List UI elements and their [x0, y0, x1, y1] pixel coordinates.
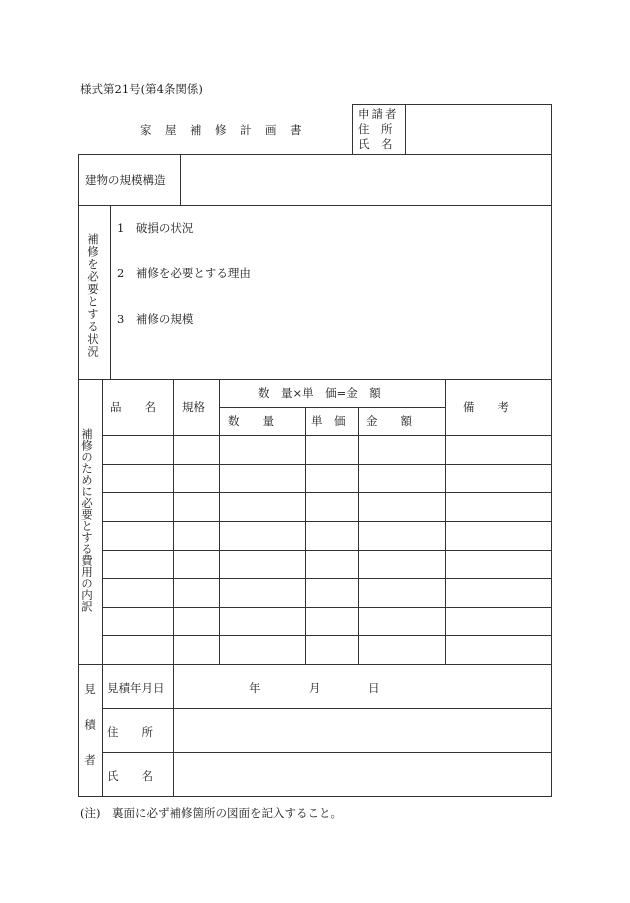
estimator-address-input[interactable] [174, 709, 551, 752]
cost-cell-unit-price[interactable] [306, 493, 358, 521]
cost-cell-amount[interactable] [359, 465, 445, 492]
cost-cell-remarks[interactable] [446, 636, 552, 664]
estimate-date-label: 見積年月日 [107, 681, 165, 695]
cost-cell-unit-price[interactable] [306, 436, 358, 464]
cost-cell-spec[interactable] [174, 436, 219, 464]
estimate-month: 月 [309, 681, 321, 695]
structure-label: 建物の規模構造 [85, 173, 166, 187]
cost-cell-item-name[interactable] [103, 436, 173, 464]
cost-cell-amount[interactable] [359, 579, 445, 607]
situation-input[interactable] [111, 206, 551, 379]
cost-cell-unit-price[interactable] [306, 551, 358, 578]
header-formula: 数 量×単 価=金 額 [258, 386, 381, 400]
cost-cell-quantity[interactable] [220, 436, 305, 464]
situation-side-label: 補修を必要とする状況 [86, 233, 100, 358]
cost-cell-quantity[interactable] [220, 579, 305, 607]
cost-cell-amount[interactable] [359, 493, 445, 521]
estimate-day: 日 [368, 681, 380, 695]
estimator-side-divider [102, 664, 103, 797]
situation-bottom [78, 379, 552, 380]
cost-cell-unit-price[interactable] [306, 608, 358, 635]
form-number: 様式第21号(第4条関係) [80, 82, 203, 96]
cost-cell-item-name[interactable] [103, 579, 173, 607]
header-spec: 規格 [182, 400, 205, 414]
page-title: 家 屋 補 修 計 画 書 [140, 123, 303, 137]
applicant-address-label: 住 所 [358, 122, 393, 136]
cost-cell-spec[interactable] [174, 579, 219, 607]
cost-cell-remarks[interactable] [446, 493, 552, 521]
cost-cell-spec[interactable] [174, 493, 219, 521]
cost-cell-spec[interactable] [174, 551, 219, 578]
cost-cell-quantity[interactable] [220, 551, 305, 578]
cost-cell-remarks[interactable] [446, 608, 552, 635]
cost-cell-item-name[interactable] [103, 608, 173, 635]
cost-cell-item-name[interactable] [103, 493, 173, 521]
cost-cell-remarks[interactable] [446, 436, 552, 464]
applicant-input[interactable] [406, 105, 551, 154]
estimate-date-input[interactable] [174, 665, 551, 708]
estimator-address-label: 住 所 [107, 725, 153, 739]
estimator-name-input[interactable] [174, 753, 551, 796]
applicant-label-line1: 申請者 [358, 107, 399, 121]
cost-cell-unit-price[interactable] [306, 522, 358, 550]
cost-cell-amount[interactable] [359, 436, 445, 464]
situation-item-3: 3 補修の規模 [117, 312, 194, 326]
cost-cell-remarks[interactable] [446, 522, 552, 550]
header-item-name: 品 名 [110, 400, 156, 414]
cost-cell-item-name[interactable] [103, 522, 173, 550]
header-quantity: 数 量 [228, 414, 274, 428]
cost-cell-amount[interactable] [359, 551, 445, 578]
cost-cell-unit-price[interactable] [306, 636, 358, 664]
cost-cell-amount[interactable] [359, 636, 445, 664]
estimate-year: 年 [249, 681, 261, 695]
cost-cell-remarks[interactable] [446, 551, 552, 578]
applicant-name-label: 氏 名 [358, 137, 393, 151]
cost-cell-item-name[interactable] [103, 551, 173, 578]
situation-item-2: 2 補修を必要とする理由 [117, 266, 251, 280]
cost-cell-spec[interactable] [174, 608, 219, 635]
cost-cell-amount[interactable] [359, 522, 445, 550]
cost-cell-item-name[interactable] [103, 465, 173, 492]
cost-cell-amount[interactable] [359, 608, 445, 635]
footnote: (注) 裏面に必ず補修箇所の図面を記入すること。 [80, 806, 342, 820]
cost-cell-remarks[interactable] [446, 579, 552, 607]
cost-cell-quantity[interactable] [220, 608, 305, 635]
cost-cell-item-name[interactable] [103, 636, 173, 664]
cost-cell-quantity[interactable] [220, 493, 305, 521]
header-remarks: 備 考 [463, 400, 509, 414]
estimator-name-label: 氏 名 [107, 769, 153, 783]
cost-cell-quantity[interactable] [220, 465, 305, 492]
cost-cell-unit-price[interactable] [306, 465, 358, 492]
costs-header-mid-line [219, 407, 445, 408]
header-unit-price: 単 価 [311, 414, 346, 428]
costs-side-label: 補修のために必要とする費用の内訳 [80, 428, 94, 612]
cost-cell-quantity[interactable] [220, 636, 305, 664]
cost-cell-quantity[interactable] [220, 522, 305, 550]
structure-input[interactable] [181, 155, 551, 205]
cost-cell-spec[interactable] [174, 522, 219, 550]
cost-cell-spec[interactable] [174, 636, 219, 664]
cost-cell-remarks[interactable] [446, 465, 552, 492]
situation-item-1: 1 破損の状況 [117, 221, 194, 235]
cost-cell-unit-price[interactable] [306, 579, 358, 607]
estimator-side-label: 見積者 [83, 683, 97, 790]
cost-cell-spec[interactable] [174, 465, 219, 492]
header-amount: 金 額 [366, 414, 412, 428]
